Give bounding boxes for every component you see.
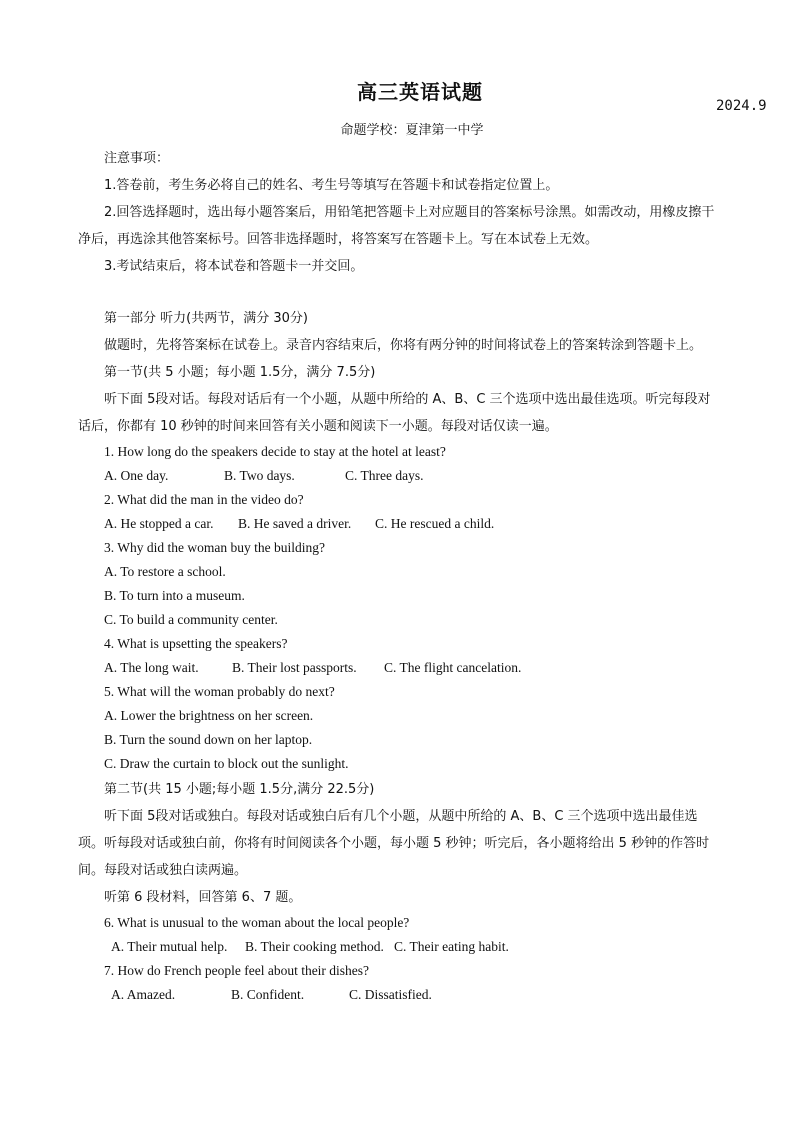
page-title: 高三英语试题 xyxy=(357,80,483,104)
question-6-options xyxy=(78,935,720,959)
material-6-heading: 听第 6 段材料，回答第 6、7 题。 xyxy=(104,890,302,905)
question-2-options xyxy=(78,512,720,536)
question-5-stem: 5. What will the woman probably do next? xyxy=(104,684,335,699)
question-7-stem: 7. How do French people feel about their dishes? xyxy=(104,963,370,978)
option-b: B. Turn the sound down on her laptop. xyxy=(104,732,313,747)
option-c: C. To build a community center. xyxy=(104,612,278,627)
question-7-options xyxy=(78,983,720,1007)
school-line: 命题学校：夏津第一中学 xyxy=(340,123,484,138)
option-b: B. Their cooking method. xyxy=(245,939,384,954)
option-c: C. Dissatisfied. xyxy=(349,987,432,1002)
option-c: C. The flight cancelation. xyxy=(384,660,522,675)
option-b: B. Confident. xyxy=(231,987,305,1002)
option-c: C. Draw the curtain to block out the sunlight. xyxy=(104,756,349,771)
section1-heading: 第一节(共 5 小题；每小题 1.5分，满分 7.5分) xyxy=(104,365,376,380)
section2-instruction: 听下面 5段对话或独白。每段对话或独白后有几个小题，从题中所给的 A、B、C 三个选项中选出最佳选项。听每段对话或独白前，你将有时间阅读各个小题，每小题 5 秒钟；听完后，各小题将给出 5 秒钟的作答时间。每段对话或独白读两遍。 xyxy=(78,809,710,878)
notice-item-3: 3.考试结束后，将本试卷和答题卡一并交回。 xyxy=(104,259,364,274)
question-6-stem: 6. What is unusual to the woman about the local people? xyxy=(104,915,410,930)
question-1-options xyxy=(78,464,720,488)
section1-instruction: 听下面 5段对话。每段对话后有一个小题，从题中所给的 A、B、C 三个选项中选出最佳选项。听完每段对话后，你都有 10 秒钟的时间来回答有关小题和阅读下一小题。每段对话仅读一遍。 xyxy=(78,392,711,434)
option-c: C. Their eating habit. xyxy=(394,939,509,954)
exam-date: 2024.9 xyxy=(716,98,767,114)
notice-item-2: 2.回答选择题时，选出每小题答案后，用铅笔把答题卡上对应题目的答案标号涂黑。如需改动，用橡皮擦干净后，再选涂其他答案标号。回答非选择题时，将答案写在答题卡上。写在本试卷上无效。 xyxy=(78,205,715,247)
notice-item-1: 1.答卷前，考生务必将自己的姓名、考生号等填写在答题卡和试卷指定位置上。 xyxy=(104,178,559,193)
question-4-options xyxy=(78,656,720,680)
option-b: B. Two days. xyxy=(224,468,295,483)
option-a: A. He stopped a car. xyxy=(104,516,214,531)
option-a: A. Their mutual help. xyxy=(111,939,228,954)
option-b: B. He saved a driver. xyxy=(238,516,352,531)
question-3-stem: 3. Why did the woman buy the building? xyxy=(104,540,325,555)
question-1-stem: 1. How long do the speakers decide to stay at the hotel at least? xyxy=(104,444,446,459)
option-a: A. One day. xyxy=(104,468,169,483)
option-c: C. He rescued a child. xyxy=(375,516,495,531)
exam-body xyxy=(78,145,720,1007)
notice-heading: 注意事项： xyxy=(104,151,170,166)
option-b: B. Their lost passports. xyxy=(232,660,357,675)
section2-heading: 第二节(共 15 小题;每小题 1.5分,满分 22.5分) xyxy=(104,782,375,797)
question-4-stem: 4. What is upsetting the speakers? xyxy=(104,636,288,651)
option-b: B. To turn into a museum. xyxy=(104,588,245,603)
part1-heading: 第一部分 听力(共两节，满分 30分) xyxy=(104,311,308,326)
part1-instruction: 做题时，先将答案标在试卷上。录音内容结束后，你将有两分钟的时间将试卷上的答案转涂到答题卡上。 xyxy=(104,338,703,353)
option-c: C. Three days. xyxy=(345,468,424,483)
option-a: A. Amazed. xyxy=(111,987,176,1002)
option-a: A. Lower the brightness on her screen. xyxy=(104,708,314,723)
option-a: A. The long wait. xyxy=(104,660,199,675)
option-a: A. To restore a school. xyxy=(104,564,226,579)
question-2-stem: 2. What did the man in the video do? xyxy=(104,492,304,507)
